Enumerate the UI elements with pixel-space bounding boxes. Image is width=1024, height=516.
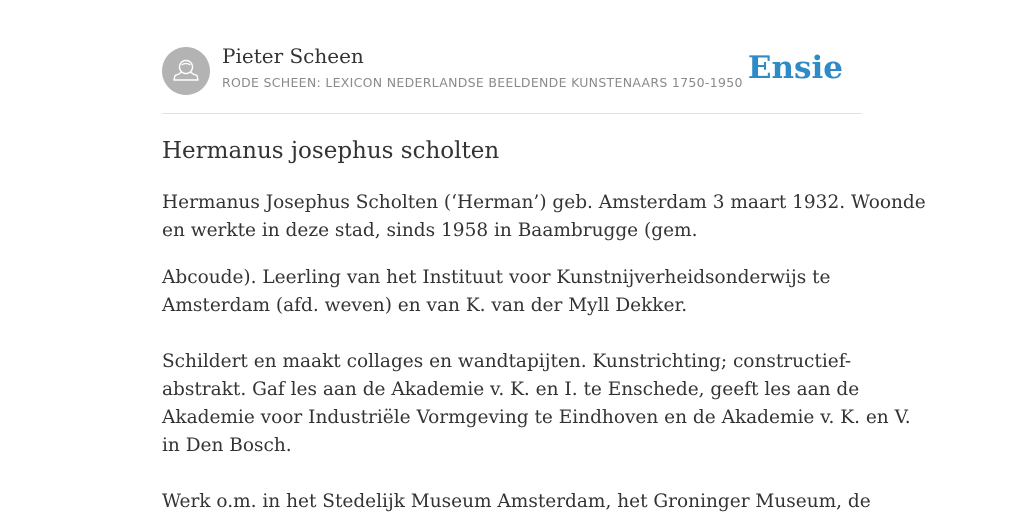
article-body xyxy=(162,189,926,516)
text-line: abstrakt. Gaf les aan de Akademie v. K. en I. te Enschede, geeft les aan de xyxy=(162,379,860,400)
text-line: en werkte in deze stad, sinds 1958 in Baambrugge (gem. xyxy=(162,220,698,241)
text-line: in Den Bosch. xyxy=(162,435,292,456)
user-silhouette-icon xyxy=(162,47,210,95)
text-line: Akademie voor Industriële Vormgeving te Eindhoven en de Akademie v. K. en V. xyxy=(162,407,911,428)
paragraph xyxy=(162,189,926,245)
paragraph-spacer xyxy=(162,245,862,264)
text-line: Hermanus Josephus Scholten (‘Herman’) geb. Amsterdam 3 maart 1932. Woonde xyxy=(162,192,926,213)
ensie-logo[interactable]: Ensie xyxy=(747,50,843,86)
page-title: Hermanus josephus scholten xyxy=(162,138,500,164)
text-line: Amsterdam (afd. weven) en van K. van der Myll Dekker. xyxy=(162,295,688,316)
paragraph-spacer xyxy=(162,460,862,488)
paragraph-spacer xyxy=(162,320,862,348)
article-container xyxy=(162,0,926,512)
paragraph xyxy=(162,264,862,320)
source-title[interactable]: RODE SCHEEN: LEXICON NEDERLANDSE BEELDENDE KUNSTENAARS 1750-1950 xyxy=(222,75,743,90)
text-line: Abcoude). Leerling van het Instituut voor Kunstnijverheidsonderwijs te xyxy=(162,267,831,288)
paragraph xyxy=(162,348,911,460)
author-name[interactable]: Pieter Scheen xyxy=(222,44,364,68)
author-avatar[interactable] xyxy=(162,47,210,95)
text-line: Werk o.m. in het Stedelijk Museum Amsterdam, het Groninger Museum, de xyxy=(162,491,871,512)
article-header xyxy=(162,0,862,114)
text-line: Schildert en maakt collages en wandtapijten. Kunstrichting; constructief- xyxy=(162,351,852,372)
